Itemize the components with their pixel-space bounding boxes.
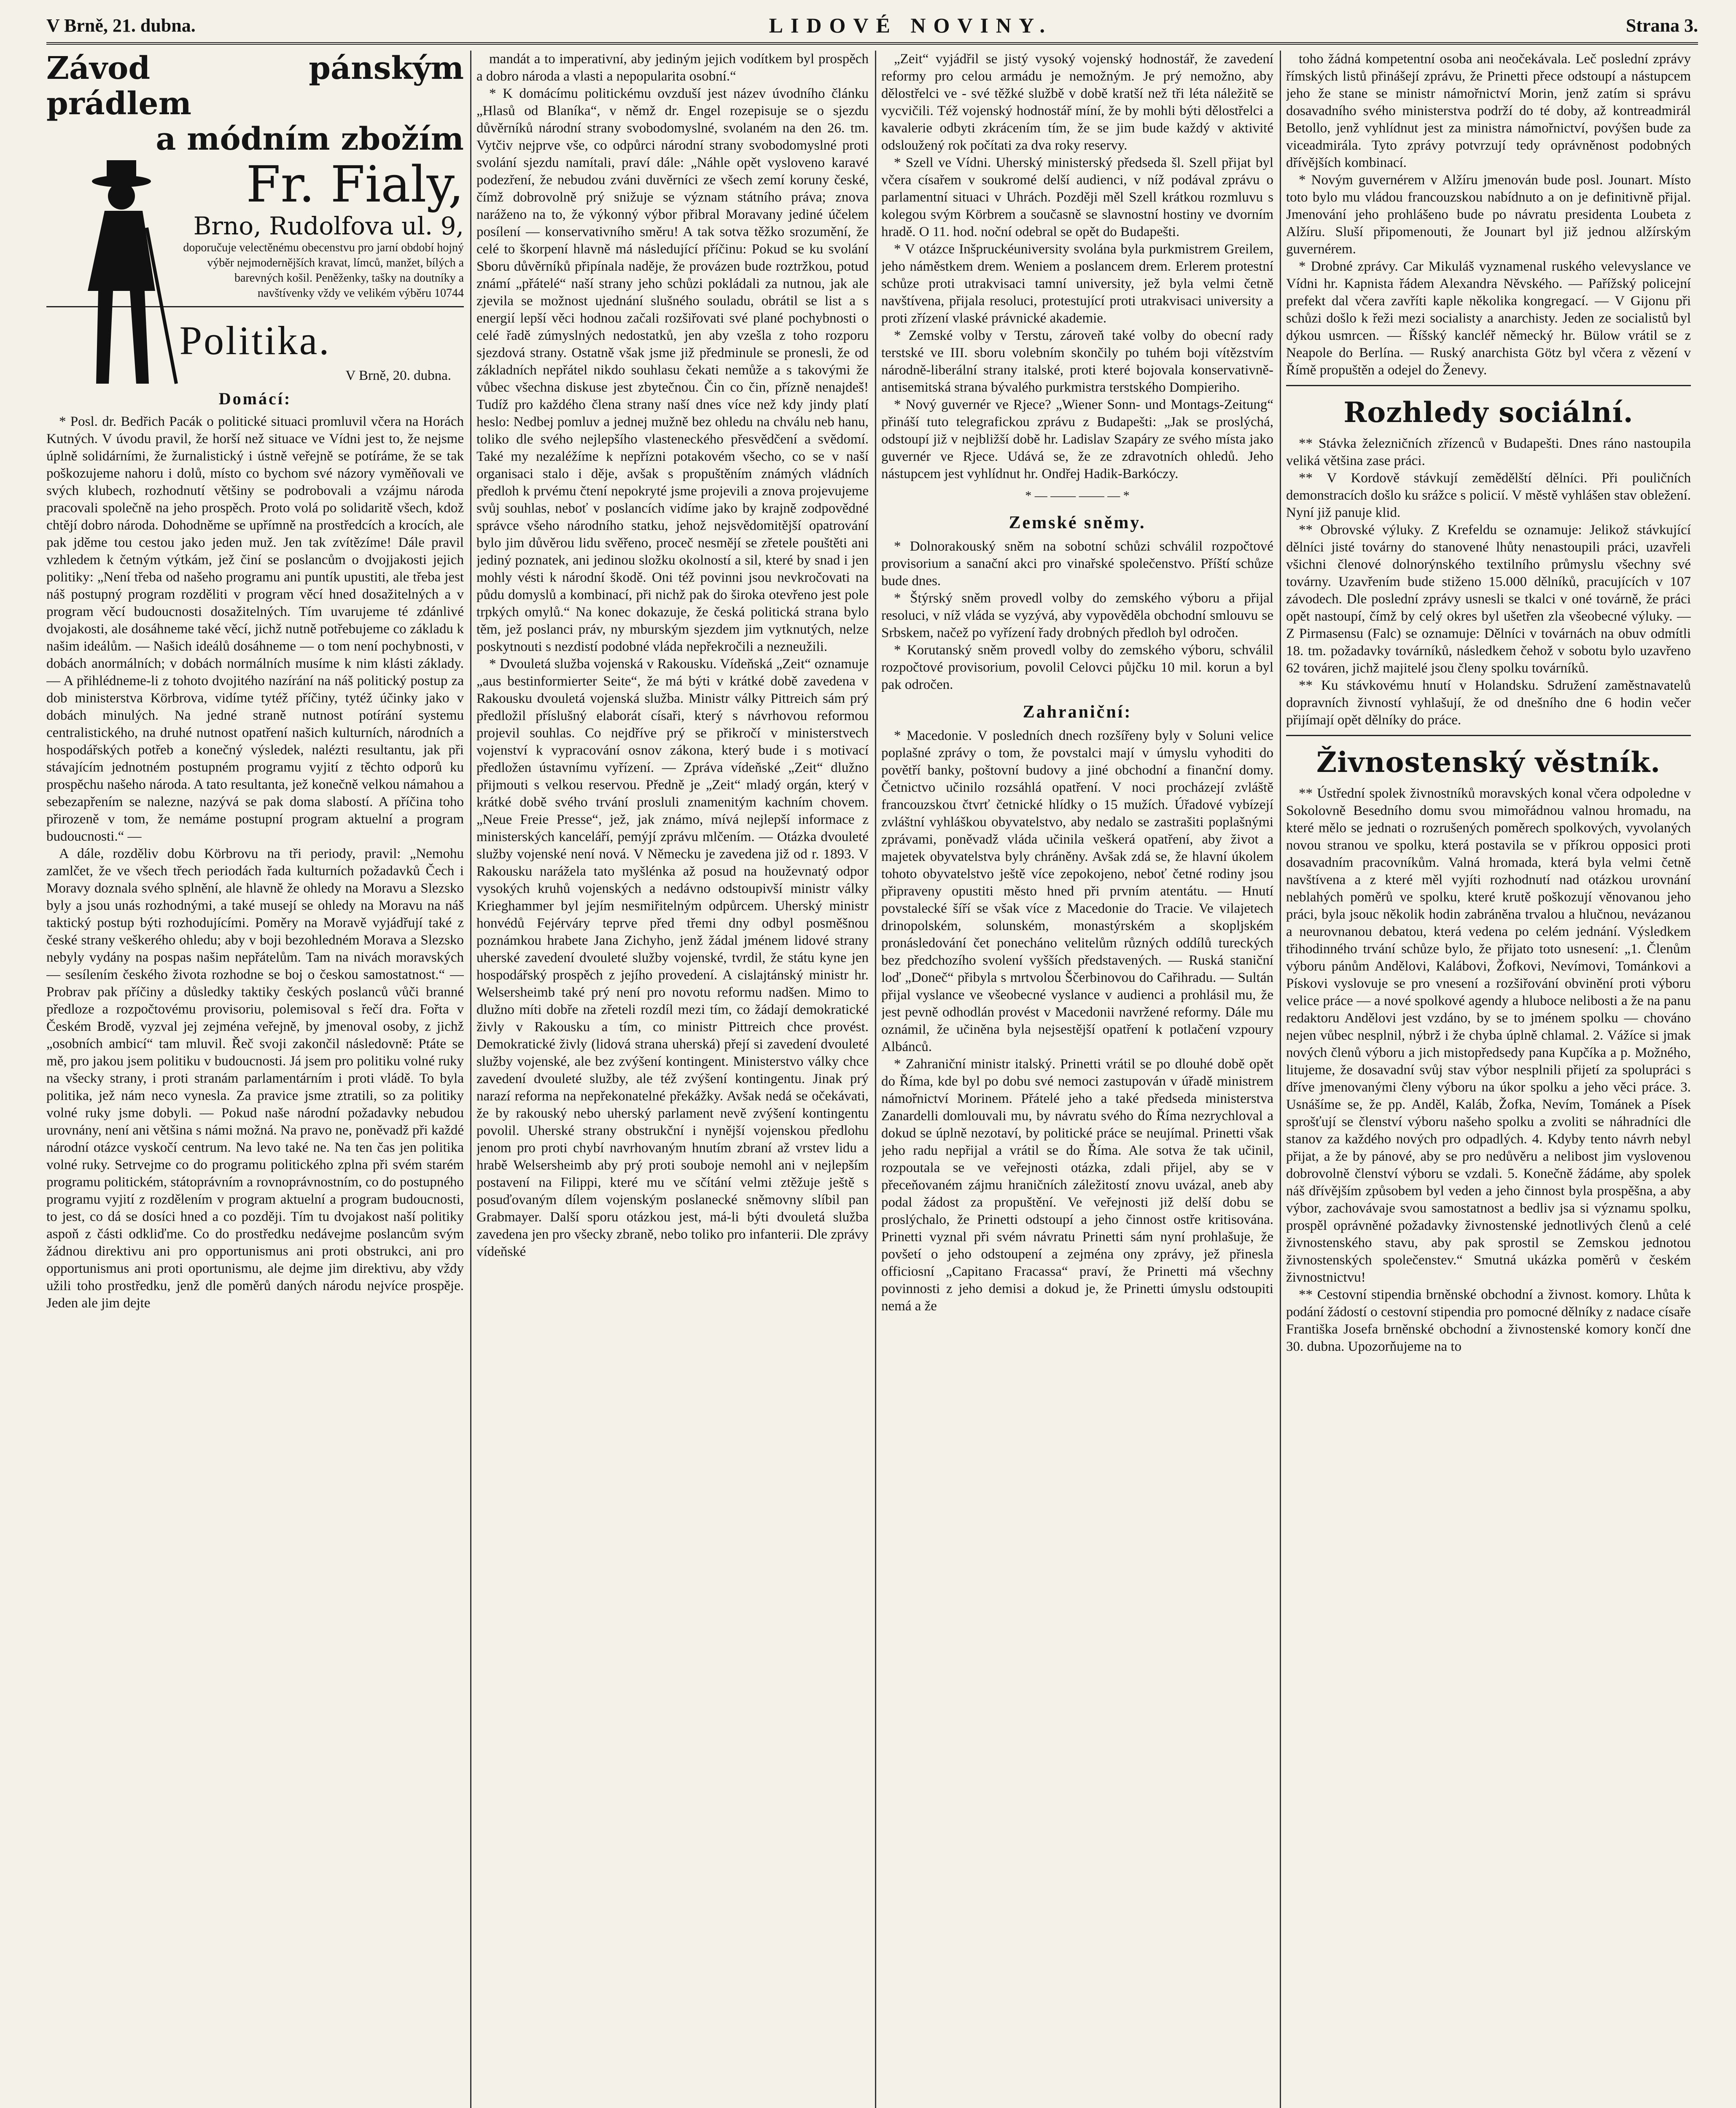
section-heading-zahranicni: Zahraniční: — [1023, 702, 1132, 722]
column-divider — [470, 51, 471, 2108]
ad-body-text: doporučuje velectěnému obecenstvu pro jarní období hojný výběr nejmodernějších kravat, límců, manžet, bílých a barevných košil. Peněženky, tašky na doutníky a navštívenky vždy ve velikém výběru 10744 — [183, 241, 464, 300]
article-paragraph: A dále, rozděliv dobu Körbrovu na tři periody, pravil: „Nemohu zamlčet, že ve všech třech periodách řada kulturních požadavků Čech i Moravy doznala svého splnění, ale hlavně že ohledy na Moravu a Slezsko byly a jsou unás rozhodnými, a také musejí se ohledy na Moravu na náš taktický postup býti rozhodujícími. Poměry na Moravě vyjádřují také z české strany veškerého ohledu; aby v boji bezohledném Morava a Slezsko nebyly vydány na pospas našim nepřátelům. Tam na nivách moravských — sesílením českého života rozhodne se boj o českou samostatnost.“ — Probrav pak příčiny a důsledky taktiky českých poslanců vůči branné předloze a rozpočtovému provisoriu, polemisoval s řečí dra. Fořta v Českém Brodě, vyzval jej zejména veřejně, by jmenoval osoby, z jichž „osobních ambicí“ tam mluvil. Řeč svoji zakončil následovně: Ptáte se mě, pro jakou jsem politiku v budoucnosti. Já jsem pro politiku volné ruky na všecky strany, i proti stranám parlamentárním i proti vládě. To byla politika, jež nám neco vynesla. Za pravice jsme ztratili, so za politiky volné ruky jsme dobyli. — Pokud naše národní požadavky nebudou urovnány, není ani většina s námi možná. Na pravo ne, poněvadž při každé národní otázce vyskočí centrum. Na levo také ne. Na ten čas jen politika volné ruky. Setrvejme co do programu politického zplna při svém starém programu politickém, státoprávním a rovnoprávnostním, co do postupného programu vyjití z rozdělením v program aktuelní a program budoucnosti, to jest, co dá se dosíci hned a co později. Tím tu dvojakost naší politiky aspoň z části odkliďme. Co do prostředku nedávejme poslancům svým žádnou direktivu ani pro opportunismus ani proti obstrukci, ani pro opportunismus ani proti oportunismu, ale dejme jim direktivu, aby vždy užili toho prostředku, jenž dle poměrů daných národu nejvíce prospěje. Jeden ale jim dejte — [46, 846, 464, 1311]
article-paragraph: * Posl. dr. Bedřich Pacák o politické situaci promluvil včera na Horách Kutných. V úvodu pravil, že horší než situace ve Vídni jest to, že nejsme úplně solidárními, že žurnalistický i ústně veřejně se potíráme, že se tak poškozujeme nahoru i dolů, místo co bychom své názory vyměňovali ve svých klubech, rozhodnutí většiny se podrobovali a vzájmu národa pracovali společně na jeho prospěch. Proto volá po solidaritě všech, kdož chtějí dobro národa. Dohodněme se upřímně na prostředcích a krocích, ale pak jděme tou cestou jako jeden muž. Jen tak zvítězíme! Dále pravil vzhledem k četným výtkám, jež činí se poslancům o dvojjakosti jejich politiky: „Není třeba od našeho programu ani puntík upustiti, ale třeba jest náš postupný program rozděliti v program věcí hned dosažitelných a v program věcí budoucnosti dosažitelných. Tím uvarujeme té zdánlivé dvojakosti, ale dosáhneme také věcí, jichž nutně potřebujeme co základu k našim ideálům. — Našich ideálů dosáhneme — o tom není pochybnosti, v dobách anormálních; v dobách normálních musíme k nim klásti základy. — A přihlédneme-li z tohoto dvojitého nazírání na náš politický postup za dob ministerstva Körbrova, vidíme tytéž příčiny, tytéž účinky jako v dobách minulých. Na jedné straně nutnost potírání systemu centralistického, na druhé nutnost opatření našich kulturních, národních a hospodářských potřeb a konečný výsledek, nalézti resultantu, jak při stávajícím jednotném postupném programu vyjití z těchto odporů ku prospěchu našeho národa. A tato resultanta, jež konečně velkou námahou a sebezapřením se nalezne, nazývá se pak doma slabostí. A příčina toho přirozeně v tom, že nemáme postupní program aktuelní a program budoucnosti.“ — — [46, 414, 464, 844]
article-paragraph: * Szell ve Vídni. Uherský ministerský předseda šl. Szell přijat byl včera císařem v soukromé delší audienci, v níž podával zprávu o parlamentní situaci v Uhrách. Později měl Szell krátkou rozmluvu s kolegou svým Körbrem a současně se slavnostní hostiny ve dvorním hradě. O 11. hod. noční odebral se opět do Budapešti. — [881, 155, 1273, 239]
advertisement — [46, 51, 464, 307]
ad-merchant-name: Fr. Fialy, — [246, 155, 464, 213]
section-heading-zemske-snemy: Zemské sněmy. — [1009, 513, 1146, 532]
column-3 — [881, 51, 1273, 2108]
column-2 — [476, 51, 869, 2108]
section-heading-politika: Politika. — [179, 318, 331, 363]
article-paragraph: * Štýrský sněm provedl volby do zemského výboru a přijal resoluci, v níž vláda se vyzývá, aby vypověděla obchodní smlouvu se Srbskem, načež po vyřízení řady drobných předloh byl odročen. — [881, 591, 1273, 640]
section-heading-zivnostensky-vestnik: Živnostenský věstník. — [1316, 746, 1661, 779]
header-date: V Brně, 21. dubna. — [46, 15, 196, 36]
ad-headline-2: a módním zbožím — [156, 121, 464, 157]
article-paragraph: ** Ústřední spolek živnostníků moravských konal včera odpoledne v Sokolovně Besedního domu svou mimořádnou valnou hromadu, na které mělo se jednati o rozrušených poměrech spolkových, vyvolaných novou stranou ve spolku, která postavila se v příkrou opposici proti dosavadním pracovníkům. Valná hromada, která byla velmi četně navštívena a z které měl vyjíti rozhodnutí nad otázkou urovnání neblahých poměrů ve spolku, které krutě poškozují věnovanou jeho práci, byla jsouc několik hodin zabráněna trvalou a hlučnou, nevázanou a neurovnanou debatou, která vedena po celém jednání. Výsledkem třihodinného trvání schůze bylo, že přijato toto usnesení: „1. Členům výboru pánům Andělovi, Kalábovi, Žofkovi, Nevímovi, Tománkovi a Pískovi vyslovuje se pro vnesení a rozšiřování obvinění proti výboru velice práce — a nové spolkové agendy a hluboce nelibosti a že na panu redaktoru Andělovi jest vzdáno, by se to jménem spolku — chováno nejen vůbec nesplnil, nýbrž i že chyba úplně chlamal. 2. Vážíce si jmak nových členů výboru a jich mistopředsedy pana Kupčíka a p. Možného, litujeme, že dosavadní svůj stav výbor nesplnili přijetí za spolupráci s dříve jmenovanými členy výboru na úkor spolku a jeho věci práce. 3. Usnášíme se, že pp. Anděl, Kaláb, Žofka, Nevím, Tománek a Písek sprošťují se členství výboru našeho spolku a zvoliti se náhradníci dle stanov za každého nových pro odpadlých. 4. Kdyby tento návrh nebyl přijat, a že by pánové, aby se pro nedůvěru a nelibost jim vyslovenou dobrovolně členství výboru se vzdali. 5. Konečně žádáme, aby spolek náš dřívějším způsobem byl veden a jeho činnost byla prospěšna, a aby výbor, zachovávaje svou samostatnost a bedliv jsa si významu spolku, prospěl oprávněné požadavky živnostenské jednotlivých členů a celé živnostenského stavu, aby pak sprostil se Zemskou jednotou živnostenských společenstev.“ Smutná ukázka poměrů v českém živnostnictvu! — [1286, 786, 1691, 1285]
subsection-heading-domaci: Domácí: — [218, 389, 292, 408]
article-paragraph: * Drobné zprávy. Car Mikuláš vyznamenal ruského velevyslance ve Vídni hr. Kapnista řádem Alexandra Něvského. — Pařížský policejní prefekt dal včera zavříti kaple několika kongregací. — V Gijonu při schůzi došlo k řeži mezi socialisty a anarchisty. Jeden ze socialistů byl dýkou usmrcen. — Říšský kancléř německý hr. Bülow vrátil se z Neapole do Berlína. — Ruský anarchista Götz byl včera z vězení v Římě propuštěn a odejel do Ženevy. — [1286, 259, 1691, 378]
article-paragraph: * V otázce Inšpruckéuniversity svolána byla purkmistrem Greilem, jeho náměstkem drem. Weniem a poslancem drem. Erlerem protestní schůze proti utrakvisaci tamní university, jež byla velmi četně navštívena, přijala resoluci, protestující proti utrakvisaci university a proti zřízení vlaské právnické akademie. — [881, 242, 1273, 326]
article-paragraph: mandát a to imperativní, aby jediným jejich vodítkem byl prospěch a dobro národa a vlasti a nepopularita osobní.“ — [476, 51, 869, 84]
article-paragraph: * Dolnorakouský sněm na sobotní schůzi schválil rozpočtové provisorium a sanační akci pro vinařské společenstvo. Příští schůze bude dnes. — [881, 539, 1273, 589]
column-1 — [46, 51, 464, 2108]
article-paragraph: ** Ku stávkovému hnutí v Holandsku. Sdružení zaměstnavatelů dopravních živností vyhlašují, že od dnešního dne 6 hodin večer přijímají opět dělníky do práce. — [1286, 678, 1691, 728]
article-paragraph: * K domácímu politickému ovzduší jest název úvodního článku „Hlasů od Blaníka“, v němž dr. Engel rozepisuje se o sjezdu důvěrníků národní strany svobodomyslné, svolaném na den 26. tm. Vytčiv nejprve vše, co odpůrci národní strany svobodomyslné proti svolání sjezdu namítali, praví dále: „Náhle opět vysloveno karavé podezření, že nebudou zváni duvěrníci ze všech zemí koruny české, čímž dobrovolně prý snižuje se význam státního práva; znova naráženo na to, že výkonný výbor přibral Moravany jediné účelem posílení — konservativního směru! A tak sotva těžko srozumění, že celé to škorpení hlavně má následující příčinu: Pokud se ku svolání Sboru důvěrníků připínala naděje, že provázen bude roztržkou, potud známí „přátelé“ naší strany jeho schůzi pokládali za nutnou, jak ale zjevila se možnost ujednání slušného souladu, obrátil se list a s energií lepší věci hodnou začali rozšiřovati své plané pochybnosti o celé řadě zúmyslných nedostatků, jen aby vzešla z toho rozporu sjezdová strany. Ostatně však jsme již předminule se pronesli, že od základních nepřátel nikdo souhlasu čekati nemůže a s takovými že vůbec všechna diskuse jest zbytečnou. Čin co čin, přízně nenajdeš! Tudíž pro každého člena strany naší dnes více než kdy jindy platí heslo: Nedbej pomluv a jednej mužně bez ohledu na chválu neb hanu, toliko dle svého nejlepšího vlasteneckého přesvědčení a svědomí. Také my nezaléžíme k nepřízni potakovém všecho, co se v naší organisaci stalo i děje, avšak s propuštěním známých vládních předloh k prvému čtení nepokryté jsme projevili a znova projevujeme svůj souhlas, neboť v poslancích vidíme jako by krajně zodpovědné správce všeho národního statku, jehož nejsvědomitější opatrování bylo jim důvěrou lidu svěřeno, proceč nesmějí se zřetele pouštěti ani jediný poznatek, ani jedinou složku okolností a sil, které by snad i jen mohly vésti k národní škodě. Oni též povinni jsou nevkročovati na půdu domyslů a kombinací, při nichž pak do široka otevřeno jest pole trpkých omylů.“ Na konec dokazuje, že česká politická strana bylo těm, jež poslanci práv, ny mburským sjezdem jim vytknutých, nelze poskytnouti s nezdistí podobné vláda nepřekročili a nezneužili. — [476, 86, 869, 654]
article-paragraph: * Novým guvernérem v Alžíru jmenován bude posl. Jounart. Místo toto bylo mu vládou francouzskou nabídnuto a on je definitivně přijal. Jmenování jeho prohlášeno bude po návratu presidenta Loubeta z Alžíru. Sluší připomenouti, že Jounart byl již jednou alžírským guvernérem. — [1286, 172, 1691, 257]
ad-headline-1: Závod pánským prádlem — [46, 51, 464, 122]
article-paragraph: * Korutanský sněm provedl volby do zemského výboru, schválil rozpočtové provisorium, povolil Celovci půjčku 10 mil. korun a byl pak odročen. — [881, 643, 1273, 692]
gentleman-silhouette-icon — [58, 156, 185, 392]
article-paragraph: * Macedonie. V posledních dnech rozšířeny byly v Soluni velice poplašné zprávy o tom, že povstalci mají v úmyslu vyhoditi do povětří banky, poštovní budovy a jiné obchodní a finanční domy. Četnictvo učinilo rozsáhlá opatření. V noci procházejí zvláště francouzskou čtvrť četnické hlídky o 15 mužích. Úřadové vybízejí zvláštní vyhláškou obyvatelstvo, aby nedalo se zastrašiti poplašnými zprávami, poněvadž vláda učinila veškerá opatření, aby život a majetek obyvatelstva byly chráněny. Avšak zdá se, že hlavní úkolem tohoto obyvatelstvo ještě více zepokojeno, neboť četné rodiny jsou připraveny opustiti město hned při prvním atentátu. — Hnutí povstalecké šíří se však více z Macedonie do Tracie. Ve vilajetech drinopolském, solunském, monastýrském a skopljském pronásledování čet ponecháno velitelům různých oddílů tureckých bez předchozího svolení vyšších představených. — Ruská staniční loď „Doneč“ přibyla s mrtvolou Ščerbinovou do Cařihradu. — Sultán přijal vyslance ve všeobecné vyslance v audienci a prohlásil mu, že jest pevně odhodlán provést v Macedonii navržené reformy. Dále mu oznámil, že učiněna byla nejsestější opatření k potlačení vzpoury Albánců. — [881, 728, 1273, 1054]
column-divider — [875, 51, 876, 2108]
article-paragraph: ** Cestovní stipendia brněnské obchodní a živnost. komory. Lhůta k podání žádostí o cestovní stipendia pro pomocné dělníky z nadace císaře Františka Josefa brněnské obchodní a živnostenské komory končí dne 30. dubna. Upozorňujeme na to — [1286, 1287, 1691, 1354]
article-paragraph: toho žádná kompetentní osoba ani neočekávala. Leč poslední zprávy římských listů přinášejí zprávu, že Prinetti přece odstoupí a nástupcem jeho že stane se ministr námořnictví Morin, jenž zatím si správu dosavadního svého ministerstva podrží do té doby, až kontreadmirál Betollo, jenž vyhlídnut jest za ministra námořnictví, povýšen bude za viceadmirála. Tyto zprávy potvrzují tedy oprávněnost podobných dřívějších kombinací. — [1286, 51, 1691, 170]
article-paragraph: ** Stávka železničních zřízenců v Budapešti. Dnes ráno nastoupila veliká většina zase práci. — [1286, 436, 1691, 468]
column-divider — [1280, 51, 1281, 2108]
newspaper-title: LIDOVÉ NOVINY. — [769, 13, 1053, 37]
divider-line — [1286, 735, 1691, 736]
article-paragraph: ** Obrovské výluky. Z Krefeldu se oznamuje: Jelikož stávkující dělníci jisté továrny do stanovené lhůty nenastoupili práci, uzavřeli všichni členové dolnorýnského textilního průmyslu všechny své továrny. Uzavřením bude stiženo 15.000 dělníků, pracujících v 107 závodech. Dle poslední zprávy usnesli se tkalci v oné továrně, že práci opět nastoupí, čímž by celý okres byl ušetřen zla všeobecné výluky. — Z Pirmasensu (Falc) se oznamuje: Dělníci v továrnách na obuv odmítli 18. tm. požadavky továrníků, následkem čehož v sobotu bylo uzavřeno 62 továren, jichž majitelé jsou členy spolku továrníků. — [1286, 522, 1691, 676]
section-heading-rozhledy-socialni: Rozhledy sociální. — [1343, 396, 1634, 429]
dateline: V Brně, 20. dubna. — [345, 368, 451, 383]
article-paragraph: * Zemské volby v Terstu, zároveň také volby do obecní rady terstské ve III. sboru volebním skončily po tuhém boji vítězstvím národně-liberální strany italské, proti které bojovala konservativně-antisemitská strana bývalého purkmistra terstského Dompieriho. — [881, 328, 1273, 395]
article-paragraph: ** V Kordově stávkují zemědělští dělníci. Při pouličních demonstracích došlo ku srážce s policií. V městě vyhlášen stav obležení. Nyní již panuje klid. — [1286, 471, 1691, 520]
page-header — [46, 8, 1698, 45]
page-number: Strana 3. — [1626, 15, 1698, 36]
article-paragraph: „Zeit“ vyjádřil se jistý vysoký vojenský hodnostář, že zavedení reformy pro celou armádu je nemožným. Je prý nemožno, aby dělostřelci ve - své těžké službě v době kratší než tři léta náležitě se vycvičili. Též vojenský hodnostář míní, že by mohli býti dělostřelci a kavalerie odbyti zkrácením tím, že se jim bude každý v aktivité odsloužený rok počítati za dva roky reservy. — [881, 51, 1273, 153]
article-paragraph: * Zahraniční ministr italský. Prinetti vrátil se po dlouhé době opět do Říma, kde byl po dobu své nemoci zastupován v úřadě ministrem námořnictví Morinem. Přátelé jeho a také předseda ministerstva Zanardelli domlouvali mu, by návratu svého do Říma nezrychloval a dokud se úplně nezotaví, by politické práce se neujímal. Prinetti však jeho radu nepřijal a vrátil se do Říma. Ale sotva že tak učinil, rozpoutala se ve veřejnosti otázka, zdali přijel, aby se v přeceňovaném zájmu hraničních záležitostí znovu uvázal, aneb aby podal žádost za propuštění. Ve veřejnosti již delší dobu se proslýchalo, že Prinetti odstoupí a jeho činnost ostře kritisována. Prinetti vyznal při svém návratu Prinetti sám nyní prohlašuje, že povšetí o jeho odstoupení a zejména ony zprávy, jež přinesla officiosní „Capitano Fracassa“ praví, že Prinetti má všechny povinnosti z jeho demisi a dokud je, že Prinetti úmyslu odstoupiti nemá a že — [881, 1057, 1273, 1314]
article-paragraph: * Dvouletá služba vojenská v Rakousku. Vídeňská „Zeit“ oznamuje „aus bestinformierter Seite“, že má býti v krátké době zavedena v Rakousku dvouletá vojenská služba. Ministr války Pittreich sám prý předložil příslušný elaborát císaři, který s návrhovou reformou projevil souhlas. Co nejdříve prý se přikročí v ministerstvech vojenství k vypracování osnov zákona, který bude i s motivací předložen ústavnímu vyřízení. — Zpráva vídeňské „Zeit“ dlužno přijmouti s velkou reservou. Předně je „Zeit“ mladý orgán, který v krátké době svého trvání prosluli znamenitým kachním chovem. „Neue Freie Presse“, jež, jak známo, mívá nejlepší informace z ministerských kanceláří, pemýjí zprávu mlčením. — Otázka dvouleté služby vojenské není nová. V Německu je zavedena již od r. 1893. V Rakousku narážela tato myšlénka až posud na houževnatý odpor vysokých kruhů vojenských a nedávno odstoupivší ministr války Krieghammer byl jejím nesmiřitelným odpůrcem. Uherský ministr honvédů Fejérváry teprve před třemi dny odbyl posměšnou poznámkou hrabete Jana Zichyho, jenž žádal jménem lidové strany uherské zavedení dvouleté služby vojenské, tvrdil, že státu kyne jen hospodářský prospěch z jejího provedení. A cislajtánský ministr hr. Welsersheimb také prý není pro novotu reformu nadšen. Mimo to dlužno míti dobře na zřeteli rozdíl mezi tím, co žádají demokratické živly v Rakousku a tím, co ministr Pittreich chce provést. Demokratické živly (lidová strana uherská) přejí si zavedení dvouleté služby vojenské, ale bez zvýšení kontingent. Ministerstvo války chce zavedení dvouleté služby, ale též zvýšení kontingentu. Jinak prý narazí reforma na nepřekonatelné překážky. Avšak nedá se očekávati, že by rakouský nebo uherský parlament nevě zvýšení kontingentu povolil. Uherské strany obstrukční i nynější vojenskou předlohu jenom pro proti chybí navrhovaným hnutím zbraní až vrstev lidu a hrabě Welsersheimb aby prý proti souboje nemohl ani v nejlepším postavení na Filippi, které mu ve sčítání velmi ztěžuje ještě s posuďovaným dílem vojenským poslanecké sněmovny slíbil pan Grabmayer. Další sporu otázkou jest, má-li býti dvouletá služba zavedena jen pro všecky zbraně, nebo toliko pro infanterii. Dle zprávy vídeňské — [476, 656, 869, 1259]
separator-ornament: * — —— —— — * — [1025, 489, 1130, 503]
divider-line — [1286, 385, 1691, 386]
article-paragraph: * Nový guvernér ve Rjece? „Wiener Sonn- und Montags-Zeitung“ přináší tuto telegrafickou zprávu z Budapešti: „Jak se proslýchá, odstoupí již v nejbližší době hr. Ladislav Szapáry ze svého místa jako guvernér ve Rjece. Udává se, že ze zdravotních ohledů. Jeho nástupcem jest vyhlídnut hr. Ondřej Hadik-Barkóczy. — [881, 397, 1273, 481]
ad-address: Brno, Rudolfova ul. 9, — [193, 212, 464, 240]
column-4 — [1286, 51, 1691, 2108]
